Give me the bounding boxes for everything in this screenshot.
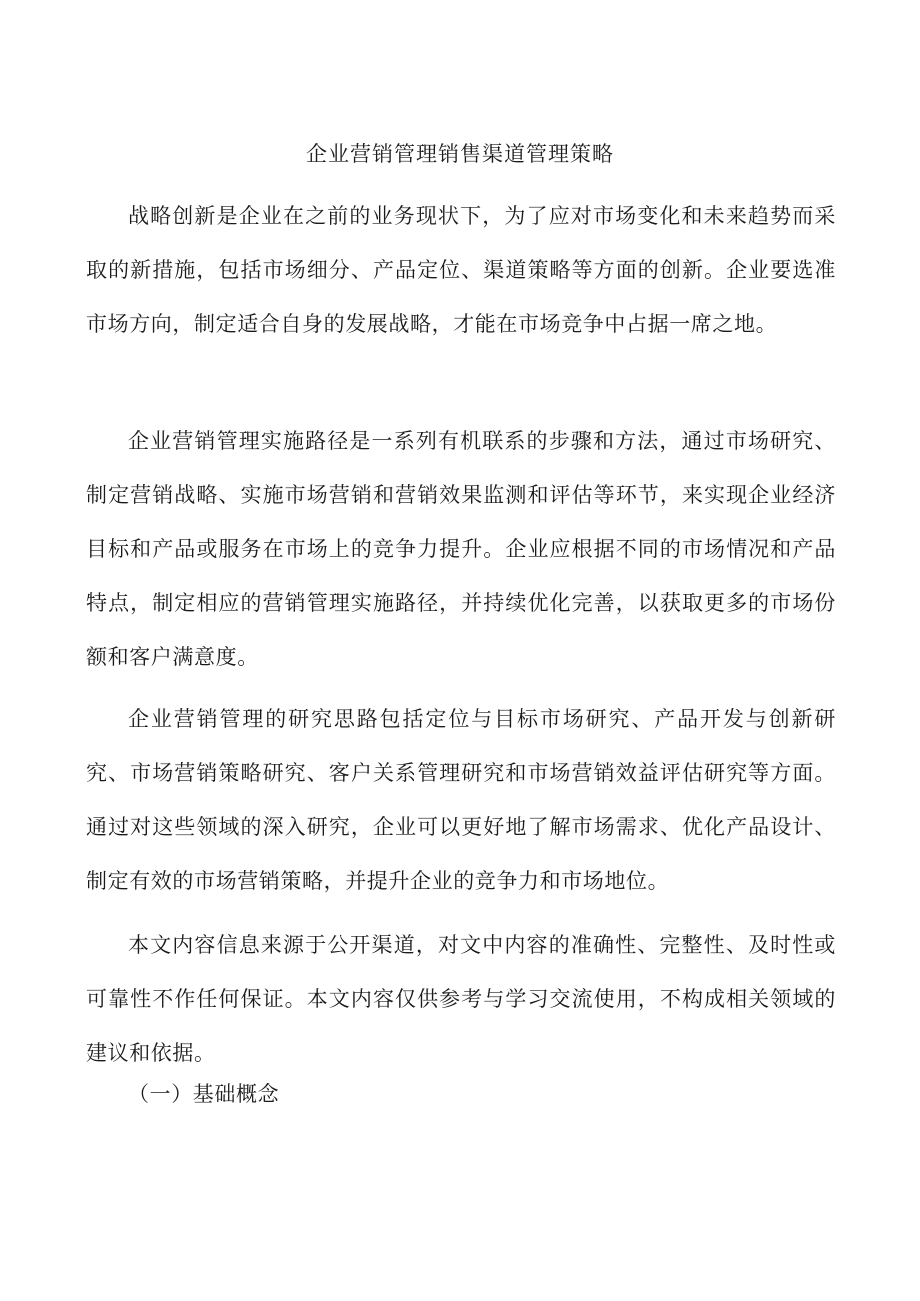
paragraph-strategy-innovation: 战略创新是企业在之前的业务现状下，为了应对市场变化和未来趋势而采取的新措施，包括市场细分、产品定位、渠道策略等方面的创新。企业要选准市场方向，制定适合自身的发展战略，才能在市场竞争中占据一席之地。 xyxy=(86,204,836,336)
document-title: 企业营销管理销售渠道管理策略 xyxy=(306,142,614,166)
paragraph-research-approach: 企业营销管理的研究思路包括定位与目标市场研究、产品开发与创新研究、市场营销策略研究、客户关系管理研究和市场营销效益评估研究等方面。通过对这些领域的深入研究，企业可以更好地了解市场需求、优化产品设计、制定有效的市场营销策略，并提升企业的竞争力和市场地位。 xyxy=(86,707,836,893)
paragraph-disclaimer: 本文内容信息来源于公开渠道，对文中内容的准确性、完整性、及时性或可靠性不作任何保证。本文内容仅供参考与学习交流使用，不构成相关领域的建议和依据。 xyxy=(86,933,836,1065)
section-heading: （一）基础概念 xyxy=(128,1082,280,1106)
paragraph-implementation-path: 企业营销管理实施路径是一系列有机联系的步骤和方法，通过市场研究、制定营销战略、实施市场营销和营销效果监测和评估等环节，来实现企业经济目标和产品或服务在市场上的竞争力提升。企业应根据不同的市场情况和产品特点，制定相应的营销管理实施路径，并持续优化完善，以获取更多的市场份额和客户满意度。 xyxy=(86,429,836,669)
